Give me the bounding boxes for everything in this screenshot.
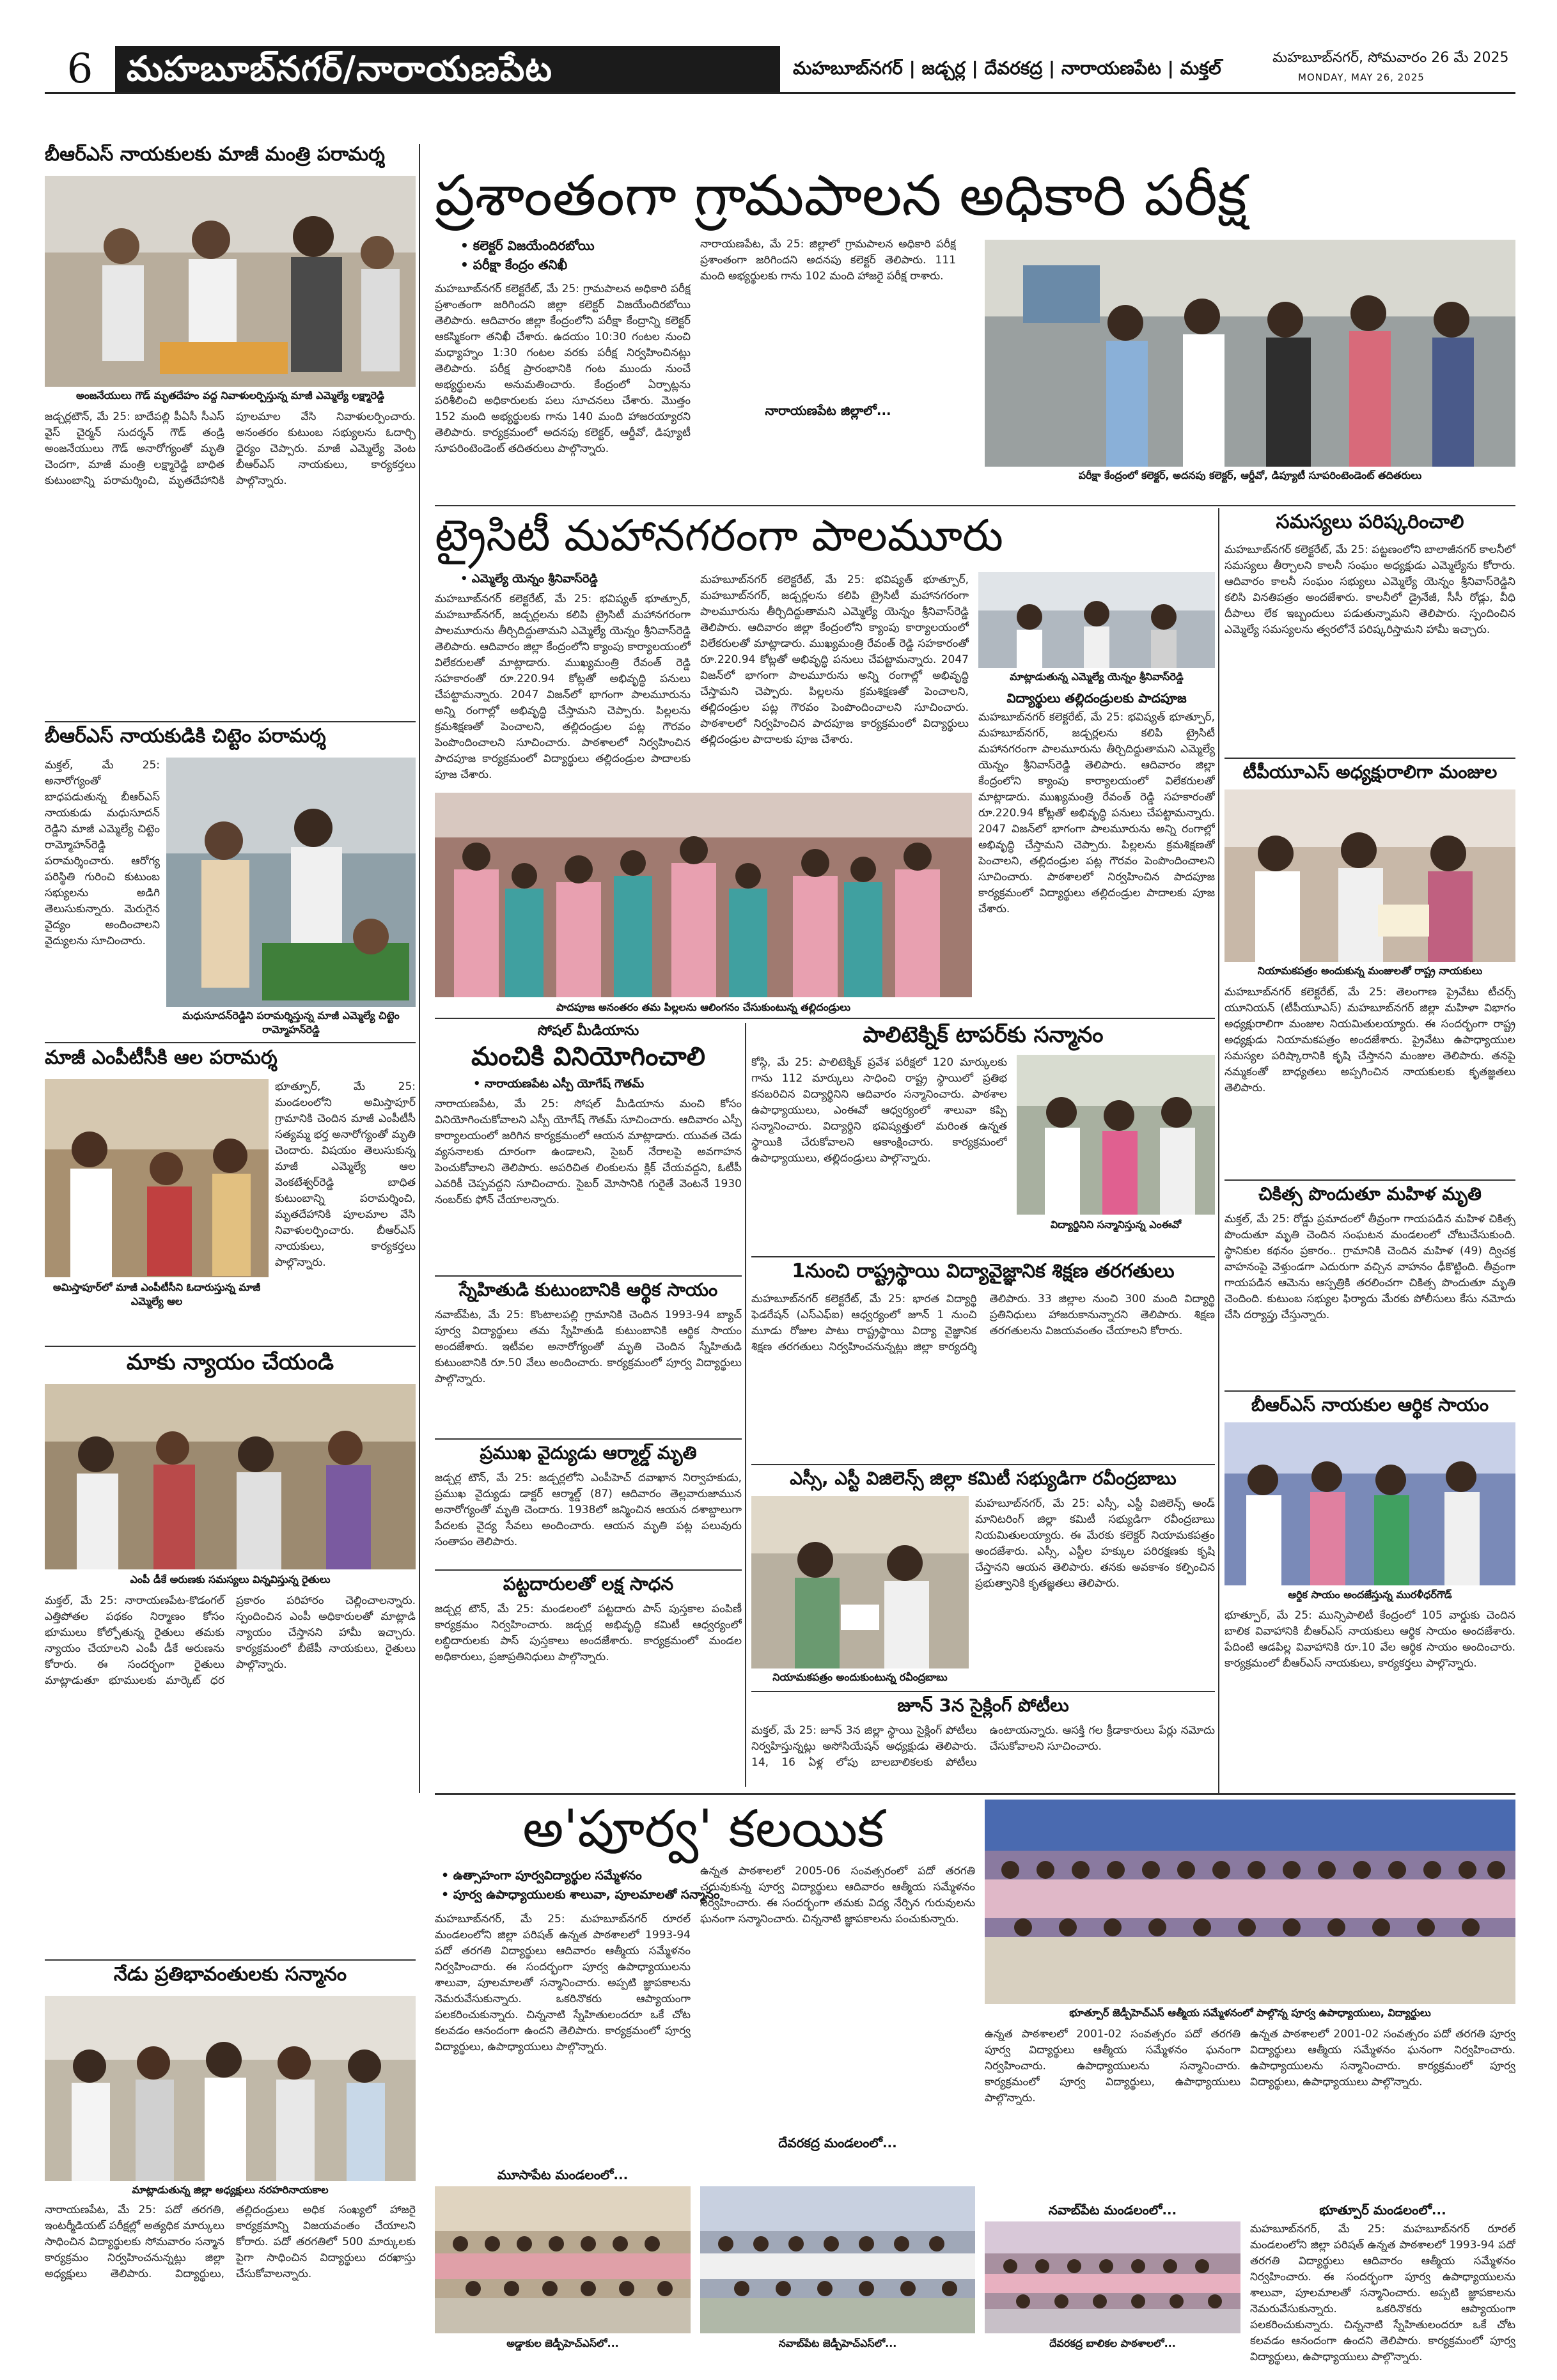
article-body: భూత్పూర్, మే 25: మండలంలోని అమిస్తాపూర్ గ్రామానికి చెందిన మాజీ ఎంపీటీసీ సత్యమ్మ భర్త అనారోగ్యంతో మృతి చెందారు. విషయం తెలుసుకున్న మాజీ ఎమ్మెల్యే ఆల వెంకటేశ్వర్‌రెడ్డి బాధిత కుటుంబాన్ని పరామర్శించి, మృతదేహానికి పూలమాల వేసి నివాళులర్పించారు. బీఆర్ఎస్ నాయకులు, కార్యకర్తలు పాల్గొన్నారు. xyxy=(275,1080,416,1269)
date-english: MONDAY, MAY 26, 2025 xyxy=(1298,72,1425,83)
section-rule xyxy=(45,1346,416,1347)
section-rule xyxy=(435,505,1515,506)
section-rule xyxy=(435,1018,1215,1019)
caption-talent: మాట్లాడుతున్న జిల్లా అధ్యక్షులు నరహరినాయకాల xyxy=(132,2184,329,2196)
headline-vigilance: ఎస్సీ, ఎస్టీ విజిలెన్స్ జిల్లా కమిటీ సభ్యుడిగా రవీంద్రబాబు xyxy=(790,1468,1177,1489)
caption-reunion-1: అడ్డాకుల జెడ్పీహెచ్ఎస్‌లో... xyxy=(506,2337,619,2349)
article-body: ఉన్నత పాఠశాలలో 2001-02 సంవత్సరం పదో తరగతి పూర్వ విద్యార్థులు ఆత్మీయ సమ్మేళనం ఘనంగా నిర్వహించారు. ఉపాధ్యాయులను సన్మానించారు. కార్యక్రమంలో పూర్వ విద్యార్థులు, ఉపాధ్యాయులు పాల్గొన్నారు. xyxy=(985,2028,1240,2104)
caption-tricity-small: మాట్లాడుతున్న ఎమ్మెల్యే యెన్నం శ్రీనివాస్‌రెడ్డి xyxy=(1010,671,1184,683)
article-body: జడ్చర్ల టౌన్, మే 25: మండలంలో పట్టదారు పాస్ పుస్తకాల పంపిణీ కార్యక్రమం నిర్వహించారు. జడ్చర్ల అభివృద్ధి కమిటీ ఆధ్వర్యంలో లబ్ధిదారులకు పాస్ పుస్తకాలు అందజేశారు. కార్యక్రమంలో మండల అధికారులు, ప్రజాప్రతినిధులు పాల్గొన్నారు. xyxy=(435,1603,742,1663)
reunion-bullet: • ఉత్సాహంగా పూర్వవిద్యార్థుల సమ్మేళనం xyxy=(441,1869,642,1883)
article-body: మక్తల్, మే 25: రోడ్డు ప్రమాదంలో తీవ్రంగా గాయపడిన మహిళ చికిత్స పొందుతూ మృతి చెందిన సంఘటన మండలంలో చోటుచేసుకుంది. స్థానికుల కథనం ప్రకారం.. గ్రామానికి చెందిన మహిళ (49) ద్విచక్ర వాహనంపై వెళ్తుండగా ఎదురుగా వచ్చిన వాహనం ఢీకొట్టింది. తీవ్రంగా గాయపడిన ఆమెను ఆస్పత్రికి తరలించగా చికిత్స పొందుతూ మృతి చెందింది. కుటుంబ సభ్యుల ఫిర్యాదు మేరకు పోలీసులు కేసు నమోదు చేసి దర్యాప్తు చేస్తున్నారు. xyxy=(1224,1213,1515,1321)
article-body: నారాయణపేట, మే 25: జిల్లాలో గ్రామపాలన అధికారి పరీక్ష ప్రశాంతంగా జరిగిందని అదనపు కలెక్టర్ తెలిపారు. 111 మంది అభ్యర్థులకు గాను 102 మంది హాజరై పరీక్ష రాశారు. xyxy=(700,238,956,283)
section-rule xyxy=(435,1438,742,1440)
section-rule xyxy=(435,1569,742,1571)
article-body: ఉన్నత పాఠశాలలో 2001-02 సంవత్సరం పదో తరగతి పూర్వ విద్యార్థులు ఆత్మీయ సమ్మేళనం ఘనంగా నిర్వహించారు. ఉపాధ్యాయులను సన్మానించారు. కార్యక్రమంలో పూర్వ విద్యార్థులు, ఉపాధ్యాయులు పాల్గొన్నారు. xyxy=(1250,2028,1515,2088)
byline-tricity: • ఎమ్మెల్యే యెన్నం శ్రీనివాస్‌రెడ్డి xyxy=(460,572,598,586)
article-body: నారాయణపేట, మే 25: సోషల్ మీడియాను మంచి కోసం వినియోగించుకోవాలని ఎస్పీ యోగేష్ గౌతమ్ సూచించారు. ఆదివారం ఎస్పీ కార్యాలయంలో జరిగిన కార్యక్రమంలో ఆయన మాట్లాడారు. యువత చెడు వ్యసనాలకు దూరంగా ఉండాలని, సైబర్ నేరాలపై అవగాహన పెంచుకోవాలని తెలిపారు. అపరిచిత లింకులను క్లిక్ చేయవద్దని, ఓటీపీ ఎవరికీ చెప్పవద్దని సూచించారు. సైబర్ మోసానికి గురైతే వెంటనే 1930 నంబర్‌కు ఫోన్ చేయాలన్నారు. xyxy=(435,1098,742,1206)
photo-exam xyxy=(985,240,1515,467)
reunion-bullet: • పూర్వ ఉపాధ్యాయులకు శాలువా, పూలమాలతో సన్మానం xyxy=(441,1888,720,1902)
exam-subhead: నారాయణపేట జిల్లాలో... xyxy=(765,403,891,418)
headline-polytechnic: పాలిటెక్నిక్ టాపర్‌కు సన్మానం xyxy=(863,1022,1104,1048)
headline-woman-death: చికిత్స పొందుతూ మహిళ మృతి xyxy=(1258,1183,1482,1204)
article-body: నారాయణపేట, మే 25: పదో తరగతి, ఇంటర్మీడియట్ పరీక్షల్లో అత్యధిక మార్కులు సాధించిన విద్యార్థులకు సోమవారం సన్మాన కార్యక్రమం నిర్వహించనున్నట్లు జిల్లా అధ్యక్షులు తెలిపారు. విద్యార్థులు, తల్లిదండ్రులు అధిక సంఖ్యలో హాజరై కార్యక్రమాన్ని విజయవంతం చేయాలని కోరారు. పదో తరగతిలో 500 మార్కులకు పైగా సాధించిన విద్యార్థులు దరఖాస్తు చేసుకోవాలన్నారు. xyxy=(45,2204,416,2280)
headline-doctor-death: ప్రముఖ వైద్యుడు ఆర్మాల్డ్ మృతి xyxy=(480,1442,697,1463)
date-telugu: మహబూబ్‌నగర్, సోమవారం 26 మే 2025 xyxy=(1272,50,1509,66)
headline-talent: నేడు ప్రతిభావంతులకు సన్మానం xyxy=(113,1963,347,1986)
caption-tricity-main: పాదపూజ అనంతరం తమ పిల్లలను ఆలింగనం చేసుకుంటున్న తల్లిదండ్రులు xyxy=(556,1001,851,1013)
article-body: నవాబ్‌పేట, మే 25: కొంటాలపల్లి గ్రామానికి చెందిన 1993-94 బ్యాచ్ పూర్వ విద్యార్థులు తమ స్నేహితుడి కుటుంబానికి ఆర్థిక సాయం అందజేశారు. ఇటీవల అనారోగ్యంతో మృతి చెందిన స్నేహితుడి కుటుంబానికి రూ.50 వేలు అందించారు. కార్యక్రమంలో పూర్వ విద్యార్థులు పాల్గొన్నారు. xyxy=(435,1309,742,1385)
section-rule xyxy=(1224,758,1515,759)
caption-reunion-2: నవాబ్‌పేట జెడ్పీహెచ్ఎస్‌లో... xyxy=(778,2337,897,2349)
section-rule xyxy=(751,1691,1215,1692)
section-rule xyxy=(435,1275,742,1277)
section-rule xyxy=(45,721,416,722)
article-body: ఉన్నత పాఠశాలలో 2005-06 సంవత్సరంలో పదో తరగతి చదువుకున్న పూర్వ విద్యార్థులు ఆదివారం ఆత్మీయ సమ్మేళనం నిర్వహించారు. ఈ సందర్భంగా తమకు విద్య నేర్పిన గురువులను ఘనంగా సన్మానించారు. చిన్ననాటి జ్ఞాపకాలను పంచుకున్నారు. xyxy=(700,1865,975,1925)
reunion-subhead: భూత్పూర్ మండలంలో... xyxy=(1319,2202,1446,2218)
headline-problems: సమస్యలు పరిష్కరించాలి xyxy=(1276,511,1464,533)
headline-brs-aid: బీఆర్ఎస్ నాయకుల ఆర్థిక సాయం xyxy=(1251,1394,1489,1415)
headline-pattadar: పట్టదారులతో లక్ష సాధన xyxy=(503,1573,674,1594)
article-body: కోస్గి, మే 25: పాలిటెక్నిక్ ప్రవేశ పరీక్షలో 120 మార్కులకు గాను 112 మార్కులు సాధించి రాష్ట్ర స్థాయిలో ప్రతిభ కనబరిచిన విద్యార్థినిని ఆదివారం సన్మానించారు. పాఠశాల ఉపాధ్యాయులు, ఎంఈవో ఆధ్వర్యంలో శాలువా కప్పి సన్మానించారు. విద్యార్థిని భవిష్యత్తులో మరింత ఉన్నత స్థాయికి చేరుకోవాలని ఆకాంక్షించారు. కార్యక్రమంలో ఉపాధ్యాయులు, తల్లిదండ్రులు పాల్గొన్నారు. xyxy=(751,1056,1007,1165)
headline-social-media: మంచికి వినియోగించాలి xyxy=(471,1042,705,1071)
article-body: మహబూబ్‌నగర్ కలెక్టరేట్, మే 25: భారత విద్యార్థి ఫెడరేషన్ (ఎస్ఎఫ్ఐ) ఆధ్వర్యంలో జూన్ 1 నుంచి మూడు రోజుల పాటు రాష్ట్రస్థాయి విద్యా వైజ్ఞానిక శిక్షణ తరగతులు నిర్వహించనున్నట్లు జిల్లా కార్యదర్శి తెలిపారు. 33 జిల్లాల నుంచి 300 మంది విద్యార్థి ప్రతినిధులు హాజరుకానున్నారని తెలిపారు. శిక్షణ తరగతులను విజయవంతం చేయాలని కోరారు. xyxy=(751,1293,1215,1353)
page-title: మహబూబ్‌నగర్/నారాయణపేట xyxy=(115,46,780,92)
page-number: 6 xyxy=(67,45,93,93)
section-rule xyxy=(1224,1390,1515,1392)
byline-social: • నారాయణపేట ఎస్పీ యోగేష్ గౌతమ్ xyxy=(473,1077,645,1091)
caption-ex-mptc: అమిస్తాపూర్‌లో మాజీ ఎంపీటీసీని ఓదారుస్తున్న మాజీ ఎమ్మెల్యే ఆల xyxy=(52,1281,261,1307)
section-rule xyxy=(45,1042,416,1043)
photo-tricity-main xyxy=(435,793,972,997)
reunion-subhead: నవాబ్‌పేట మండలంలో... xyxy=(1048,2202,1177,2218)
caption-reunion-main: భూత్పూర్ జెడ్పీహెచ్ఎస్ ఆత్మీయ సమ్మేళనంలో పాల్గొన్న పూర్వ ఉపాధ్యాయులు, విద్యార్థులు xyxy=(1069,2007,1431,2019)
reunion-subhead: దేవరకద్ర మండలంలో... xyxy=(778,2135,897,2151)
photo-reunion-1 xyxy=(435,2186,691,2333)
photo-ex-mptc xyxy=(45,1079,269,1277)
column-rule xyxy=(1218,508,1219,1793)
photo-brs-aid xyxy=(1224,1422,1515,1585)
caption-exam: పరీక్షా కేంద్రంలో కలెక్టర్, అదనపు కలెక్టర్, ఆర్డీవో, డిప్యూటీ సూపరింటెండెంట్ తదితరులు xyxy=(1078,469,1422,481)
caption-justice: ఎంపీ డీకే అరుణకు సమస్యలు విన్నవిస్తున్న రైతులు xyxy=(130,1573,331,1585)
tricity-subhead: విద్యార్థులు తల్లిదండ్రులకు పాదపూజ xyxy=(1006,690,1187,706)
caption-brs-aid: ఆర్థిక సాయం అందజేస్తున్న మురళీధర్‌గౌడ్ xyxy=(1288,1589,1452,1601)
photo-brs-condolence xyxy=(45,176,416,387)
district-list: మహబూబ్‌నగర్ | జడ్చర్ల | దేవరకద్ర | నారాయణపేట | మక్తల్ xyxy=(793,58,1221,79)
photo-tricity-small xyxy=(978,572,1215,668)
article-body: మహబూబ్‌నగర్, మే 25: మహబూబ్‌నగర్ రూరల్ మండలంలోని జిల్లా పరిషత్ ఉన్నత పాఠశాలలో 1993-94 పదో తరగతి విద్యార్థులు ఆదివారం ఆత్మీయ సమ్మేళనం నిర్వహించారు. ఈ సందర్భంగా పూర్వ ఉపాధ్యాయులను శాలువా, పూలమాలతో సన్మానించారు. అప్పటి జ్ఞాపకాలను నెమరువేసుకున్నారు. ఒకరినొకరు ఆప్యాయంగా పలకరించుకున్నారు. చిన్ననాటి స్నేహితులందరూ ఒకే చోట కలవడం ఆనందంగా ఉందని తెలిపారు. కార్యక్రమంలో పూర్వ విద్యార్థులు, ఉపాధ్యాయులు పాల్గొన్నారు. xyxy=(435,1913,691,2053)
column-rule xyxy=(419,144,420,1793)
caption-tpus: నియామకపత్రం అందుకున్న మంజులతో రాష్ట్ర నాయకులు xyxy=(1257,965,1483,977)
article-body: మక్తల్, మే 25: నారాయణపేట-కొడంగల్ ఎత్తిపోతల పథకం నిర్మాణం కోసం భూములు కోల్పోతున్న రైతులు తమకు న్యాయం చేయాలని ఎంపీ డీకే అరుణను కోరారు. ఈ సందర్భంగా రైతులు మాట్లాడుతూ భూములకు మార్కెట్ ధర ప్రకారం పరిహారం చెల్లించాలన్నారు. స్పందించిన ఎంపీ అధికారులతో మాట్లాడి న్యాయం చేస్తానని హామీ ఇచ్చారు. కార్యక్రమంలో బీజేపీ నాయకులు, రైతులు పాల్గొన్నారు. xyxy=(45,1594,416,1687)
photo-brs-cheque xyxy=(166,758,416,1007)
article-body: మహబూబ్‌నగర్ కలెక్టరేట్, మే 25: భవిష్యత్ భూత్పూర్, మహబూబ్‌నగర్, జడ్చర్లలను కలిపి ట్రైసిటీ మహానగరంగా పాలమూరును తీర్చిదిద్దుతామని ఎమ్మెల్యే యెన్నం శ్రీనివాస్‌రెడ్డి తెలిపారు. ఆదివారం జిల్లా కేంద్రంలోని క్యాంపు కార్యాలయంలో విలేకరులతో మాట్లాడారు. ముఖ్యమంత్రి రేవంత్ రెడ్డి సహకారంతో రూ.220.94 కోట్లతో అభివృద్ధి పనులు చేపట్టామన్నారు. 2047 విజన్‌లో భాగంగా పాలమూరును అన్ని రంగాల్లో అభివృద్ధి చేస్తామని చెప్పారు. పిల్లలను క్రమశిక్షణతో పెంచాలని, తల్లిదండ్రుల పట్ల గౌరవం పెంపొందించాలని సూచించారు. పాఠశాలలో నిర్వహించిన పాదపూజ కార్యక్రమంలో విద్యార్థులు తల్లిదండ్రుల పాదాలకు పూజ చేశారు. xyxy=(978,711,1215,915)
headline-friends-aid: స్నేహితుడి కుటుంబానికి ఆర్థిక సాయం xyxy=(458,1279,718,1300)
photo-tpus xyxy=(1224,789,1515,962)
article-body: మహబూబ్‌నగర్ కలెక్టరేట్, మే 25: తెలంగాణ ప్రైవేటు టీచర్స్ యూనియన్ (టీపీయూఎస్) మహబూబ్‌నగర్ జిల్లా మహిళా విభాగం అధ్యక్షురాలిగా మంజుల నియమితులయ్యారు. ఈ సందర్భంగా రాష్ట్ర అధ్యక్షుడు నియామకపత్రం అందజేశారు. ప్రైవేటు ఉపాధ్యాయుల సమస్యల పరిష్కారానికి కృషి చేస్తానని మంజుల తెలిపారు. తనపై నమ్మకంతో బాధ్యతలు అప్పగించిన నాయకులకు కృతజ్ఞతలు తెలిపారు. xyxy=(1224,986,1515,1094)
article-body: మక్తల్, మే 25: అనారోగ్యంతో బాధపడుతున్న బీఆర్ఎస్ నాయకుడు మధుసూదన్ రెడ్డిని మాజీ ఎమ్మెల్యే చిట్టెం రామ్మోహన్‌రెడ్డి పరామర్శించారు. ఆరోగ్య పరిస్థితి గురించి కుటుంబ సభ్యులను అడిగి తెలుసుకున్నారు. మెరుగైన వైద్యం అందించాలని వైద్యులను సూచించారు. xyxy=(45,759,160,947)
headline-tricity: ట్రైసిటీ మహానగరంగా పాలమూరు xyxy=(435,511,1003,561)
article-body: మక్తల్, మే 25: జూన్ 3న జిల్లా స్థాయి సైక్లింగ్ పోటీలు నిర్వహిస్తున్నట్లు అసోసియేషన్ అధ్యక్షుడు తెలిపారు. 14, 16 ఏళ్ల లోపు బాలబాలికలకు పోటీలు ఉంటాయన్నారు. ఆసక్తి గల క్రీడాకారులు పేర్లు నమోదు చేసుకోవాలని సూచించారు. xyxy=(751,1724,1215,1769)
headline-tpus: టీపీయూఎస్ అధ్యక్షురాలిగా మంజుల xyxy=(1242,761,1498,782)
headline-brs-condolence: బీఆర్ఎస్ నాయకులకు మాజీ మంత్రి పరామర్శ xyxy=(45,143,385,166)
caption-polytechnic: విద్యార్థినిని సన్మానిస్తున్న ఎంఈవో xyxy=(1050,1218,1182,1231)
photo-vigilance xyxy=(751,1496,969,1668)
section-rule xyxy=(435,1793,1515,1795)
exam-bullet: • కలెక్టర్ విజయేందిరబోయి xyxy=(460,238,595,253)
article-body: జడ్చర్లటౌన్, మే 25: బాదేపల్లి పీఏసీ సీఎస్ వైస్ చైర్మన్ సుదర్శన్ గౌడ్ తండ్రి అంజనేయులు గౌడ్ అనారోగ్యంతో మృతి చెందగా, మాజీ మంత్రి లక్ష్మారెడ్డి బాధిత కుటుంబాన్ని పరామర్శించి, మృతదేహానికి పూలమాల వేసి నివాళులర్పించారు. అనంతరం కుటుంబ సభ్యులను ఓదార్చి ధైర్యం చెప్పారు. మాజీ ఎమ్మెల్యే వెంట బీఆర్ఎస్ నాయకులు, కార్యకర్తలు పాల్గొన్నారు. xyxy=(45,410,416,487)
caption-brs-cheque: మధుసూదన్‌రెడ్డిని పరామర్శిస్తున్న మాజీ ఎమ్మెల్యే చిట్టెం రామ్మోహన్‌రెడ్డి xyxy=(182,1009,400,1036)
section-rule xyxy=(45,1959,416,1961)
headline-ex-mptc: మాజీ ఎంపీటీసీకి ఆల పరామర్శ xyxy=(45,1046,278,1069)
headline-reunion: అ'పూర్వ' కలయిక xyxy=(522,1799,884,1858)
photo-polytechnic xyxy=(1017,1055,1215,1215)
headline-brs-cheque: బీఆర్ఎస్ నాయకుడికి చిట్టెం పరామర్శ xyxy=(45,725,326,747)
caption-reunion-3: దేవరకద్ర బాలికల పాఠశాలలో... xyxy=(1049,2337,1176,2349)
section-rule xyxy=(751,1256,1215,1257)
reunion-subhead: మూసాపేట మండలంలో... xyxy=(497,2167,629,2182)
social-kicker: సోషల్ మీడియాను xyxy=(537,1023,639,1039)
article-body: మహబూబ్‌నగర్, మే 25: ఎస్సీ, ఎస్టీ విజిలెన్స్ అండ్ మానిటరింగ్ జిల్లా కమిటీ సభ్యుడిగా రవీంద్రబాబు నియమితులయ్యారు. ఈ మేరకు కలెక్టర్ నియామకపత్రం అందజేశారు. ఎస్సీ, ఎస్టీల హక్కుల పరిరక్షణకు కృషి చేస్తానని ఆయన తెలిపారు. తనకు అవకాశం కల్పించిన ప్రభుత్వానికి కృతజ్ఞతలు తెలిపారు. xyxy=(975,1497,1215,1590)
headline-cycling: జూన్ 3న సైక్లింగ్ పోటీలు xyxy=(897,1695,1069,1716)
article-body: మహబూబ్‌నగర్, మే 25: మహబూబ్‌నగర్ రూరల్ మండలంలోని జిల్లా పరిషత్ ఉన్నత పాఠశాలలో 1993-94 పదో తరగతి విద్యార్థులు ఆదివారం ఆత్మీయ సమ్మేళనం నిర్వహించారు. ఈ సందర్భంగా పూర్వ ఉపాధ్యాయులను శాలువా, పూలమాలతో సన్మానించారు. అప్పటి జ్ఞాపకాలను నెమరువేసుకున్నారు. ఒకరినొకరు ఆప్యాయంగా పలకరించుకున్నారు. చిన్ననాటి స్నేహితులందరూ ఒకే చోట కలవడం ఆనందంగా ఉందని తెలిపారు. కార్యక్రమంలో పూర్వ విద్యార్థులు, ఉపాధ్యాయులు పాల్గొన్నారు. xyxy=(1250,2223,1515,2363)
photo-reunion-2 xyxy=(700,2186,975,2333)
article-body: మహబూబ్‌నగర్ కలెక్టరేట్, మే 25: భవిష్యత్ భూత్పూర్, మహబూబ్‌నగర్, జడ్చర్లలను కలిపి ట్రైసిటీ మహానగరంగా పాలమూరును తీర్చిదిద్దుతామని ఎమ్మెల్యే యెన్నం శ్రీనివాస్‌రెడ్డి తెలిపారు. ఆదివారం జిల్లా కేంద్రంలోని క్యాంపు కార్యాలయంలో విలేకరులతో మాట్లాడారు. ముఖ్యమంత్రి రేవంత్ రెడ్డి సహకారంతో రూ.220.94 కోట్లతో అభివృద్ధి పనులు చేపట్టామన్నారు. 2047 విజన్‌లో భాగంగా పాలమూరును అన్ని రంగాల్లో అభివృద్ధి చేస్తామని చెప్పారు. పిల్లలను క్రమశిక్షణతో పెంచాలని, తల్లిదండ్రుల పట్ల గౌరవం పెంపొందించాలని సూచించారు. పాఠశాలలో నిర్వహించిన పాదపూజ కార్యక్రమంలో విద్యార్థులు తల్లిదండ్రుల పాదాలకు పూజ చేశారు. xyxy=(700,573,969,746)
caption-vigilance: నియామకపత్రం అందుకుంటున్న రవీంద్రబాబు xyxy=(772,1671,948,1683)
article-body: జడ్చర్ల టౌన్, మే 25: జడ్చర్లలోని ఎంపీహెచ్ దవాఖాన నిర్వాహకుడు, ప్రముఖ వైద్యుడు డాక్టర్ ఆర్మాల్డ్ (87) ఆదివారం తెల్లవారుజామున అనారోగ్యంతో మృతి చెందారు. 1938లో జన్మించిన ఆయన దశాబ్దాలుగా పేదలకు వైద్య సేవలు అందించారు. ఆయన మృతి పట్ల పలువురు సంతాపం తెలిపారు. xyxy=(435,1472,742,1548)
headline-justice: మాకు న్యాయం చేయండి xyxy=(126,1349,334,1375)
section-rule xyxy=(751,1464,1215,1465)
article-body: మహబూబ్‌నగర్ కలెక్టరేట్, మే 25: గ్రామపాలన అధికారి పరీక్ష ప్రశాంతంగా జరిగిందని జిల్లా కలెక్టర్ విజయేందిరబోయి తెలిపారు. ఆదివారం జిల్లా కేంద్రంలోని పరీక్షా కేంద్రాన్ని కలెక్టర్ ఆకస్మికంగా తనిఖీ చేశారు. ఉదయం 10:30 గంటల నుంచి మధ్యాహ్నం 1:30 గంటల వరకు పరీక్ష నిర్వహించినట్లు తెలిపారు. పరీక్ష ప్రారంభానికి గంట ముందు నుంచే అభ్యర్థులను అనుమతించారు. కేంద్రంలో ఏర్పాట్లను పరిశీలించి అధికారులకు పలు సూచనలు చేశారు. మొత్తం 152 మంది అభ్యర్థులకు గాను 140 మంది హాజరయ్యారని తెలిపారు. కార్యక్రమంలో అదనపు కలెక్టర్, ఆర్డీవో, డిప్యూటీ సూపరింటెండెంట్ తదితరులు పాల్గొన్నారు. xyxy=(435,283,691,455)
headline-science: 1నుంచి రాష్ట్రస్థాయి విద్యావైజ్ఞానిక శిక్షణ తరగతులు xyxy=(792,1260,1175,1282)
photo-justice xyxy=(45,1384,416,1569)
article-body: మహబూబ్‌నగర్ కలెక్టరేట్, మే 25: భవిష్యత్ భూత్పూర్, మహబూబ్‌నగర్, జడ్చర్లలను కలిపి ట్రైసిటీ మహానగరంగా పాలమూరును తీర్చిదిద్దుతామని ఎమ్మెల్యే యెన్నం శ్రీనివాస్‌రెడ్డి తెలిపారు. ఆదివారం జిల్లా కేంద్రంలోని క్యాంపు కార్యాలయంలో విలేకరులతో మాట్లాడారు. ముఖ్యమంత్రి రేవంత్ రెడ్డి సహకారంతో రూ.220.94 కోట్లతో అభివృద్ధి పనులు చేపట్టామన్నారు. 2047 విజన్‌లో భాగంగా పాలమూరును అన్ని రంగాల్లో అభివృద్ధి చేస్తామని చెప్పారు. పిల్లలను క్రమశిక్షణతో పెంచాలని, తల్లిదండ్రుల పట్ల గౌరవం పెంపొందించాలని సూచించారు. పాఠశాలలో నిర్వహించిన పాదపూజ కార్యక్రమంలో విద్యార్థులు తల్లిదండ్రుల పాదాలకు పూజ చేశారు. xyxy=(435,593,691,781)
exam-bullet: • పరీక్షా కేంద్రం తనిఖీ xyxy=(460,257,568,272)
masthead xyxy=(45,46,1515,94)
headline-exam: ప్రశాంతంగా గ్రామపాలన అధికారి పరీక్ష xyxy=(435,162,1247,228)
photo-reunion-main xyxy=(985,1800,1515,2004)
article-body: మహబూబ్‌నగర్ కలెక్టరేట్, మే 25: పట్టణంలోని బాలాజీనగర్ కాలనీలో సమస్యలు తీర్చాలని కాలనీ సంఘం అధ్యక్షుడు ఎమ్మెల్యేను కోరారు. ఆదివారం కాలనీ సంఘం సభ్యులు ఎమ్మెల్యే యెన్నం శ్రీనివాస్‌రెడ్డిని కలిసి వినతిపత్రం అందజేశారు. కాలనీలో డ్రైనేజీ, సీసీ రోడ్లు, వీధి దీపాలు లేక ఇబ్బందులు పడుతున్నామని తెలిపారు. స్పందించిన ఎమ్మెల్యే సమస్యలను త్వరలోనే పరిష్కరిస్తామని హామీ ఇచ్చారు. xyxy=(1224,543,1515,636)
photo-reunion-3 xyxy=(985,2221,1240,2333)
column-rule xyxy=(745,1023,746,1787)
article-body: భూత్పూర్, మే 25: మున్సిపాలిటీ కేంద్రంలో 105 వార్డుకు చెందిన బాలిక వివాహానికి బీఆర్ఎస్ నాయకులు ఆర్థిక సాయం అందజేశారు. పేదింటి ఆడపిల్ల వివాహానికి రూ.10 వేల ఆర్థిక సాయం అందించారు. కార్యక్రమంలో బీఆర్ఎస్ నాయకులు, కార్యకర్తలు పాల్గొన్నారు. xyxy=(1224,1609,1515,1670)
caption-brs-condolence: అంజనేయులు గౌడ్ మృతదేహం వద్ద నివాళులర్పిస్తున్న మాజీ ఎమ్మెల్యే లక్ష్మారెడ్డి xyxy=(75,389,385,401)
photo-talent xyxy=(45,1996,416,2181)
section-rule xyxy=(1224,1179,1515,1181)
